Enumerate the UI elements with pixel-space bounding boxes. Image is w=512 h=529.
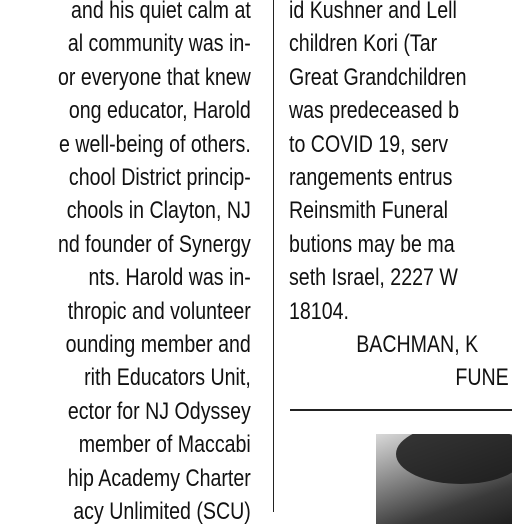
text-line: or everyone that knew <box>57 63 251 91</box>
text-line: butions may be ma <box>289 230 455 258</box>
text-line: rangements entrus <box>289 164 453 192</box>
text-line: and his quiet calm at <box>71 0 251 24</box>
notice-separator <box>290 409 512 411</box>
column-divider <box>273 0 274 512</box>
next-notice-name: BACHMAN, K <box>356 331 479 359</box>
text-line: chools in Clayton, NJ <box>66 197 251 225</box>
text-line: ounding member and <box>65 331 251 359</box>
text-line: chool District princip- <box>68 164 251 192</box>
text-line: id Kushner and Lell <box>289 0 457 24</box>
text-line: al community was in- <box>67 30 251 58</box>
text-line: thropic and volunteer <box>67 297 251 325</box>
text-line: nts. Harold was in- <box>88 264 251 292</box>
text-line: was predeceased b <box>289 97 459 125</box>
next-notice-heading: FUNE <box>455 364 509 392</box>
text-line: ong educator, Harold <box>68 97 251 125</box>
text-line: member of Maccabi <box>78 431 251 459</box>
text-line: rith Educators Unit, <box>84 364 251 392</box>
text-line: Reinsmith Funeral <box>289 197 449 225</box>
text-line: to COVID 19, serv <box>289 130 449 158</box>
left-obituary-column <box>0 0 251 529</box>
text-line: nd founder of Synergy <box>57 230 251 258</box>
text-line: Great Grandchildren <box>289 63 467 91</box>
text-line: acy Unlimited (SCU) <box>73 498 251 526</box>
text-line: hip Academy Charter <box>67 464 251 492</box>
text-line: e well-being of others. <box>59 130 251 158</box>
portrait-photo-shadow <box>396 434 512 484</box>
text-line: 18104. <box>289 297 349 325</box>
right-obituary-column <box>289 0 512 395</box>
portrait-photo <box>376 434 512 524</box>
text-line: children Kori (Tar <box>289 30 438 58</box>
text-line: ector for NJ Odyssey <box>67 397 251 425</box>
text-line: seth Israel, 2227 W <box>289 264 458 292</box>
